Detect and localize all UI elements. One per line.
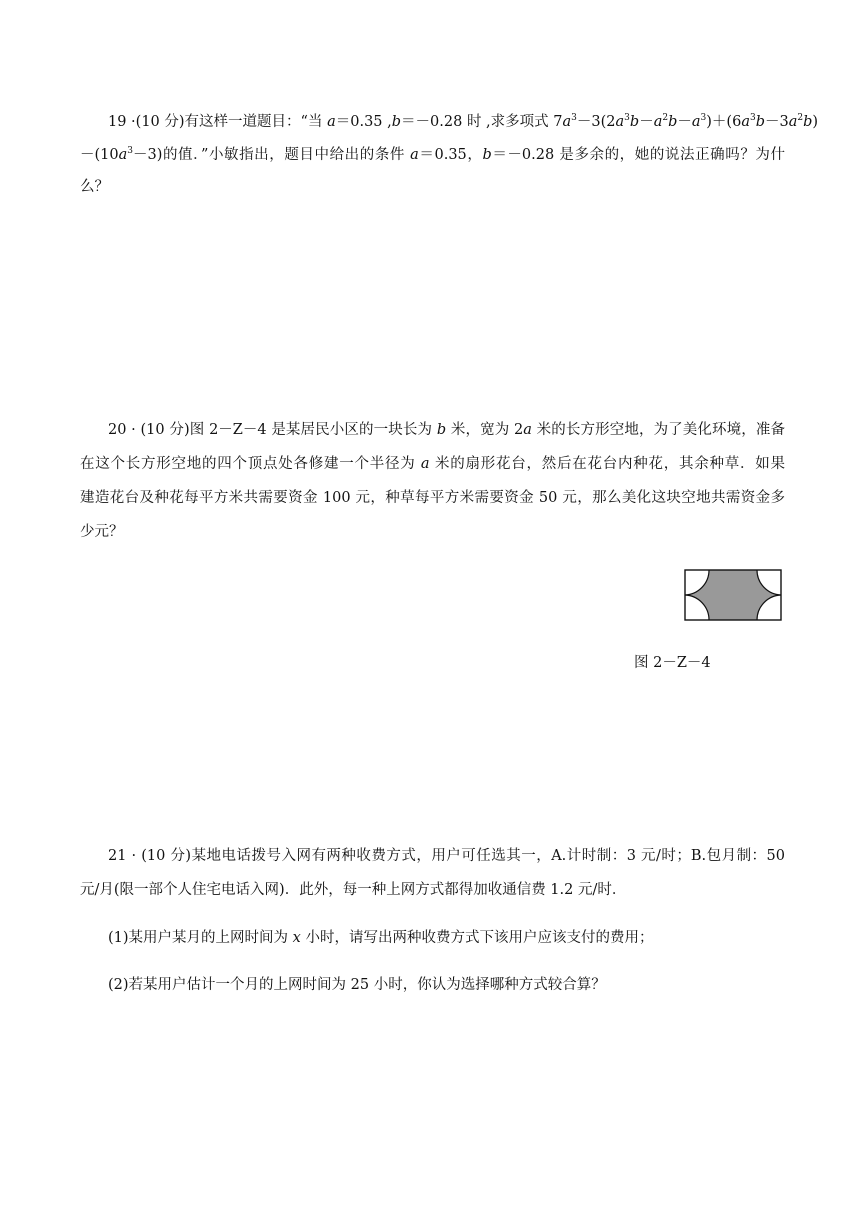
- q20-line-1: 20 · (10 分)图 2－Z－4 是某居民小区的一块长为 b 米，宽为 2a 米的长方形空地，为了美化环境，准备: [108, 422, 785, 438]
- q21-part-1: (1)某用户某月的上网时间为 x 小时，请写出两种收费方式下该用户应该支付的费用；: [108, 930, 654, 946]
- q21-line-2: 元/月(限一部个人住宅电话入网)．此外，每一种上网方式都得加收通信费 1.2 元/时．: [80, 882, 627, 898]
- q19-line-2: $-(10a^3-3)$的值．”小敏指出，题目中给出的条件 a＝0.35，b＝－0.28 是多余的，她的说法正确吗？为什: [80, 146, 785, 163]
- q19-line-3: 么？: [80, 179, 109, 195]
- q19-line-1: 19 ·(10 分)有这样一道题目：“当 a＝0.35 ,b＝－0.28 时 ,求多项式 $7a^3-3(2a^3b-a^2b-a^3)+(6a^3b-3a^2b)$: [108, 113, 819, 130]
- q20-line-2: 在这个长方形空地的四个顶点处各修建一个半径为 a 米的扇形花台，然后在花台内种花，其余种草．如果: [80, 456, 785, 472]
- q20-line-4: 少元？: [80, 524, 124, 540]
- q20-line-3: 建造花台及种花每平方米共需要资金 100 元，种草每平方米需要资金 50 元，那么美化这块空地共需资金多: [80, 490, 785, 506]
- figure-caption: 图 2－Z－4: [634, 655, 711, 671]
- rectangle-sector-figure: [684, 569, 782, 621]
- q21-line-1: 21 · (10 分)某地电话拨号入网有两种收费方式，用户可任选其一，A.计时制：3 元/时；B.包月制：50: [108, 848, 785, 864]
- q21-part-2: (2)若某用户估计一个月的上网时间为 25 小时，你认为选择哪种方式较合算？: [108, 977, 606, 993]
- grass-region: [685, 570, 781, 620]
